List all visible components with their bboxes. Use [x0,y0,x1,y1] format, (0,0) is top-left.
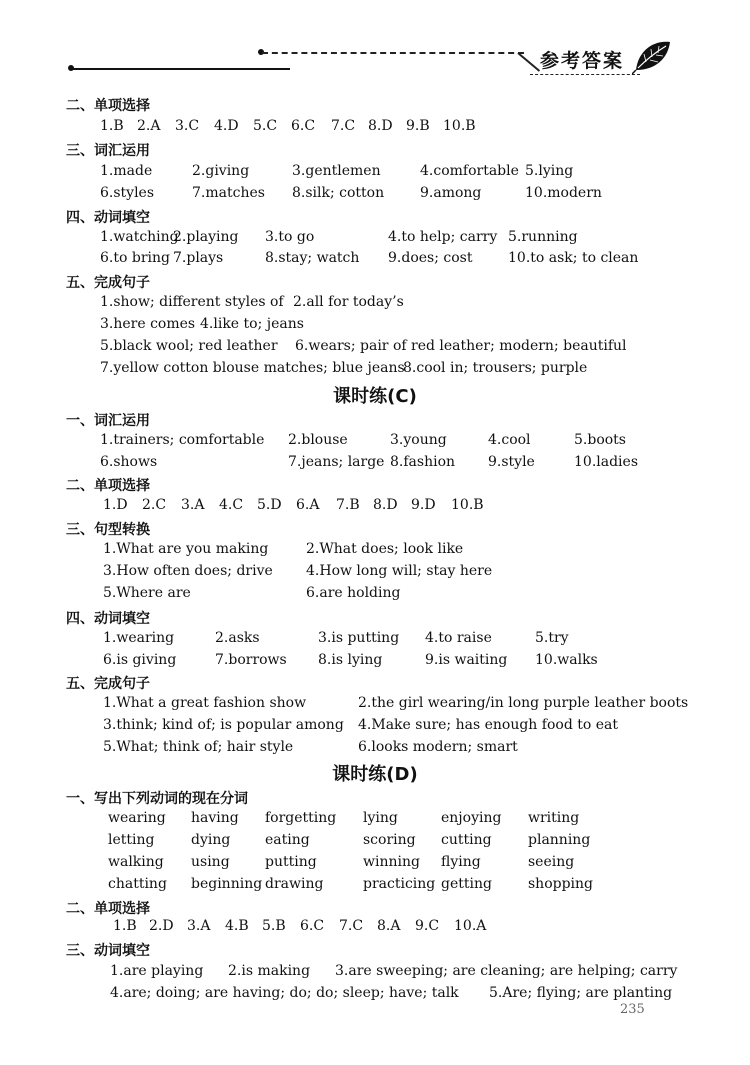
answer-item: 3.How often does; drive [103,563,273,579]
section-heading: 二、单项选择 [66,478,150,494]
answer-item: 4.to raise [425,630,492,646]
answer-item: drawing [265,876,324,892]
page-header [0,0,750,90]
answer-item: practicing [363,876,436,892]
answer-item: 5.boots [574,432,626,448]
answer-item: 5.Where are [103,585,191,601]
answer-item: 2.A [137,118,161,134]
section-heading: 四、动词填空 [66,210,150,226]
answer-item: 7.C [339,918,364,934]
page-number: 235 [620,1002,645,1017]
answer-item: winning [363,854,420,870]
answer-item: 3.A [187,918,211,934]
answer-item: shopping [528,876,594,892]
answer-item: seeing [528,854,575,870]
answer-item: 8.fashion [390,454,456,470]
answer-item: 10.B [443,118,476,134]
answer-item: 10.modern [525,185,602,201]
answer-item: 2.giving [192,163,250,179]
answer-item: 1.What a great fashion show [103,695,307,711]
answer-item: 8.is lying [318,652,383,668]
answer-item: 1.D [103,497,128,513]
answer-item: 4.to help; carry [388,229,498,245]
answer-item: 3.A [181,497,205,513]
answer-item: 5.What; think of; hair style [103,739,294,755]
answer-item: 6.C [300,918,325,934]
answer-item: using [191,854,230,870]
answer-item: 5.B [262,918,286,934]
answer-item: 2.all for today’s [293,294,404,310]
answer-item: 1.made [100,163,153,179]
answer-item: 6.C [291,118,316,134]
answer-item: 10.B [451,497,484,513]
answer-item: 2.asks [215,630,260,646]
answer-item: 8.cool in; trousers; purple [403,360,588,376]
answer-item: 4.D [214,118,239,134]
answer-item: 1.What are you making [103,541,269,557]
answer-item: 7.plays [173,250,224,266]
answer-item: 6.looks modern; smart [358,739,518,755]
section-heading: 二、单项选择 [66,901,150,917]
answer-item: 10.A [454,918,487,934]
answer-item: 3.young [390,432,447,448]
answer-item: 7.B [336,497,360,513]
section-heading: 五、完成句子 [66,676,150,692]
answer-item: 9.among [420,185,482,201]
answer-item: 9.style [488,454,535,470]
answer-item: 8.silk; cotton [292,185,385,201]
answer-item: 7.yellow cotton blouse matches; blue jeans [100,360,405,376]
answer-item: 7.matches [192,185,265,201]
answer-item: 2.blouse [288,432,348,448]
answer-item: 2.C [142,497,167,513]
answer-item: 4.B [225,918,249,934]
section-heading: 二、单项选择 [66,98,150,114]
answer-item: 8.stay; watch [265,250,360,266]
answer-item: eating [265,832,310,848]
section-heading: 一、词汇运用 [66,413,150,429]
answer-item: 5.D [257,497,282,513]
answer-item: 4.cool [488,432,531,448]
answer-item: getting [441,876,492,892]
answer-item: 4.C [219,497,244,513]
answer-item: 2.What does; look like [306,541,464,557]
answer-item: having [191,810,239,826]
answer-item: 1.are playing [110,963,204,979]
answer-item: 5.running [508,229,578,245]
answer-item: 2.D [149,918,174,934]
section-heading: 一、写出下列动词的现在分词 [66,791,248,807]
header-title: 参考答案 [540,50,625,72]
section-heading: 三、词汇运用 [66,143,150,159]
answer-item: 10.to ask; to clean [508,250,639,266]
answer-item: 9.C [415,918,440,934]
answer-item: wearing [108,810,166,826]
answer-item: 3.gentlemen [292,163,381,179]
answer-item: 2.is making [228,963,311,979]
answer-item: 4.Make sure; has enough food to eat [358,717,618,733]
answer-item: 2.the girl wearing/in long purple leather boots [358,695,689,711]
answer-item: planning [528,832,591,848]
answer-item: forgetting [265,810,337,826]
answer-item: 3.is putting [318,630,400,646]
answer-item: enjoying [441,810,502,826]
header-dashed-line [262,52,524,54]
answer-item: 5.C [253,118,278,134]
answer-item: 3.C [175,118,200,134]
answer-item: 4.How long will; stay here [306,563,493,579]
answer-item: scoring [363,832,416,848]
answer-item: 8.A [377,918,401,934]
answer-item: 5.black wool; red leather [100,338,278,354]
answer-item: 1.B [113,918,137,934]
section-heading: 三、句型转换 [66,522,150,538]
answer-item: 9.D [411,497,436,513]
answer-item: 10.ladies [574,454,638,470]
section-heading: 五、完成句子 [66,275,150,291]
answer-item: 6.is giving [103,652,177,668]
answer-item: 5.try [535,630,569,646]
answer-item: flying [441,854,481,870]
lesson-title: 课时练(D) [332,764,418,785]
answer-item: 7.borrows [215,652,287,668]
answer-item: 9.is waiting [425,652,508,668]
answer-item: 2.playing [173,229,239,245]
answer-item: 5.lying [525,163,574,179]
answer-item: 8.D [373,497,398,513]
answer-item: 5.Are; flying; are planting [489,985,673,1001]
header-title-underline [530,74,640,75]
answer-item: 7.jeans; large [288,454,385,470]
answer-item: 8.D [368,118,393,134]
answer-item: 3.to go [265,229,315,245]
answer-item: 1.B [100,118,124,134]
answer-item: 1.trainers; comfortable [100,432,265,448]
lesson-title: 课时练(C) [333,386,417,407]
answer-item: 3.here comes [100,316,196,332]
answer-item: 9.B [406,118,430,134]
answer-item: 6.are holding [306,585,401,601]
section-heading: 四、动词填空 [66,611,150,627]
answer-item: 7.C [331,118,356,134]
answer-item: 1.wearing [103,630,175,646]
answer-item: 6.styles [100,185,155,201]
leaf-icon [632,38,672,74]
section-heading: 三、动词填空 [66,943,150,959]
header-rule [72,68,290,70]
header-slant [517,52,540,72]
answer-item: 9.does; cost [388,250,473,266]
answer-item: 6.A [296,497,320,513]
answer-item: 6.shows [100,454,158,470]
answer-item: 3.think; kind of; is popular among [103,717,344,733]
answer-item: beginning [191,876,263,892]
answer-item: letting [108,832,155,848]
answer-item: walking [108,854,164,870]
answer-item: 1.show; different styles of [100,294,284,310]
answer-item: 6.wears; pair of red leather; modern; beautiful [295,338,627,354]
answer-item: putting [265,854,317,870]
answer-item: dying [191,832,231,848]
answer-item: 4.like to; jeans [200,316,304,332]
answer-item: writing [528,810,580,826]
answer-item: lying [363,810,398,826]
answer-item: cutting [441,832,492,848]
answer-item: 4.are; doing; are having; do; do; sleep; have; talk [110,985,459,1001]
answer-item: 6.to bring [100,250,170,266]
answer-item: chatting [108,876,167,892]
answer-item: 3.are sweeping; are cleaning; are helping; carry [335,963,678,979]
answer-item: 1.watching [100,229,179,245]
answer-item: 10.walks [535,652,598,668]
answer-item: 4.comfortable [420,163,519,179]
